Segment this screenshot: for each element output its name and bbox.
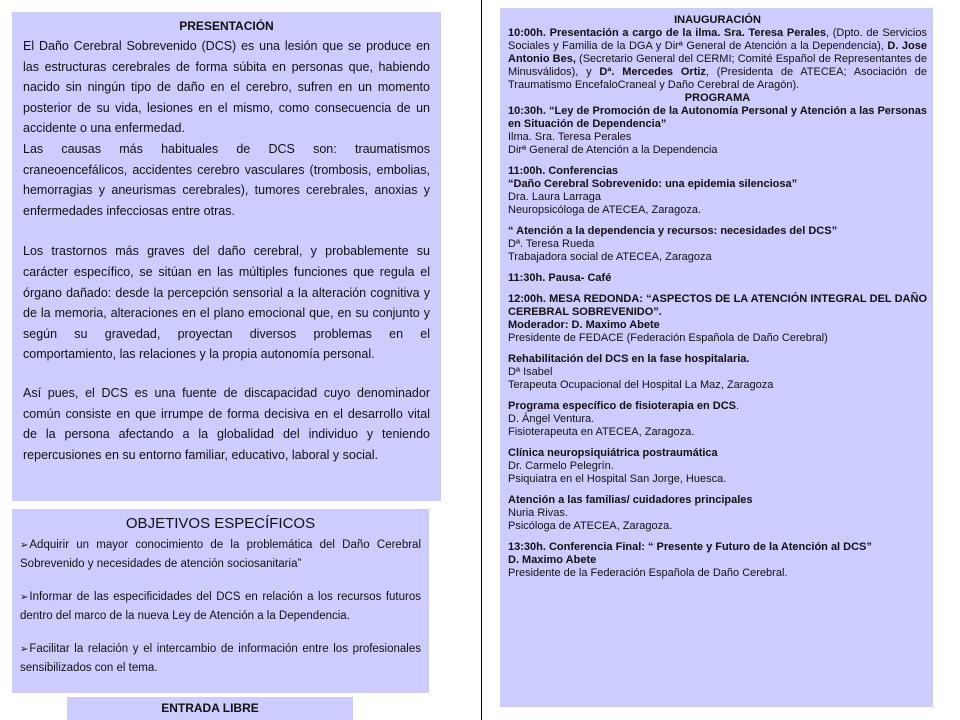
programa-title: PROGRAMA xyxy=(684,92,751,104)
presentacion-paragraph: Así pues, el DCS es una fuente de discapacidad cuyo denominador común consiste en que irrumpe de forma decisiva en el desarrollo vital de la persona afectando a la globalidad del individuo y teniendo repercusiones en su entorno familiar, educativo, laboral y social. xyxy=(23,385,430,462)
arrow-bullet-icon: ➢ xyxy=(20,644,29,655)
objetivo-text: Facilitar la relación y el intercambio de información entre los profesionales sensibilizados con el tema. xyxy=(20,643,421,674)
session-heading: 11:30h. Pausa- Café xyxy=(508,272,612,284)
session-heading: Clínica neuropsiquiátrica postraumática xyxy=(508,447,718,459)
session-speaker: D. Ángel Ventura. xyxy=(508,413,595,425)
session-heading: 11:00h. Conferencias xyxy=(508,165,619,177)
presentacion-paragraph: Los trastornos más graves del daño cerebral, y probablemente su carácter específico, se sitúan en las múltiples funciones que regula el órgano dañado: desde la percepción sensorial a la alteración cognitiva y de la memoria, alteraciones en el plano emocional que, en su conjunto y según su gravedad, proyectan diversos problemas en el comportamiento, las relaciones y la propia autonomía personal. xyxy=(23,244,430,362)
inauguracion-title: INAUGURACIÓN xyxy=(674,14,761,26)
session-heading: Programa específico de fisioterapia en DCS xyxy=(508,400,737,412)
session-heading: Rehabilitación del DCS en la fase hospitalaria. xyxy=(508,353,750,365)
objetivo-item xyxy=(20,640,421,677)
session-heading: 10:30h. “Ley de Promoción de la Autonomía Personal y Atención a las Personas en Situación de Dependencia” xyxy=(508,105,927,130)
objetivo-text: Adquirir un mayor conocimiento de la problemática del Daño Cerebral Sobrevenido y necesidades de atención sociosanitaria” xyxy=(20,539,421,570)
session-speaker: D. Maximo Abete xyxy=(508,554,597,566)
session-speaker: Dra. Laura Larraga xyxy=(508,191,601,203)
entrada-libre-banner: ENTRADA LIBRE xyxy=(67,697,353,720)
inauguracion-part: (Secretario General del CERMI; Comité Español de Representantes de Minusválidos), y xyxy=(508,53,927,78)
session-heading-row xyxy=(508,400,927,413)
session-role: Presidente de FEDACE (Federación Española de Daño Cerebral) xyxy=(508,332,828,344)
session-role: Trabajadora social de ATECEA, Zaragoza xyxy=(508,251,712,263)
inauguracion-text xyxy=(508,27,927,92)
inauguracion-part: , (Dpto. de Servicios Sociales y Familia de la DGA y Dirª General de Atención a la Dependencia), xyxy=(508,27,927,52)
inauguracion-speaker: Dª. Mercedes Ortiz xyxy=(599,66,706,78)
session-heading: 13:30h. Conferencia Final: “ Presente y Futuro de la Atención al DCS” xyxy=(508,541,872,553)
inauguracion-lead: 10:00h. Presentación a cargo de la ilma. Sra. Teresa Perales xyxy=(508,27,827,39)
session-heading: “Daño Cerebral Sobrevenido: una epidemia silenciosa” xyxy=(508,178,798,190)
session-heading: “ Atención a la dependencia y recursos: necesidades del DCS” xyxy=(508,225,838,237)
programa-panel xyxy=(500,8,933,707)
objetivo-item xyxy=(20,588,421,625)
presentacion-paragraph: Las causas más habituales de DCS son: traumatismos craneoencefálicos, accidentes cerebro vasculares (trombosis, embolias, hemorragias y aneurismas cerebrales), tumores cerebrales, anoxias y enfermedades infecciosas entre otras. xyxy=(23,141,430,218)
session-role: Terapeuta Ocupacional del Hospital La Maz, Zaragoza xyxy=(508,379,774,391)
inauguracion-speaker: D. Jose Antonio Bes, xyxy=(508,40,927,65)
session-role: Fisioterapeuta en ATECEA, Zaragoza. xyxy=(508,426,695,438)
session-speaker: Nuria Rivas. xyxy=(508,507,568,519)
session-speaker: Dª Isabel xyxy=(508,366,553,378)
session-role: Neuropsicóloga de ATECEA, Zaragoza. xyxy=(508,204,702,216)
fold-divider xyxy=(481,0,482,720)
presentacion-paragraph: El Daño Cerebral Sobrevenido (DCS) es una lesión que se produce en las estructuras cerebrales de forma súbita en personas que, habiendo nacido sin ningún tipo de daño en el cerebro, sufren en un momento posterior de su vida, lesiones en el mismo, como consecuencia de un accidente o una enfermedad. xyxy=(23,39,430,136)
objetivo-item xyxy=(20,536,421,573)
session-moderator: Moderador: D. Maximo Abete xyxy=(508,319,660,331)
objetivos-title: OBJETIVOS ESPECÍFICOS xyxy=(125,515,316,532)
session-role: Presidente de la Federación Española de Daño Cerebral. xyxy=(508,567,788,579)
session-role: Psicóloga de ATECEA, Zaragoza. xyxy=(508,520,673,532)
arrow-bullet-icon: ➢ xyxy=(20,592,29,603)
session-speaker: Ilma. Sra. Teresa Perales xyxy=(508,131,632,143)
presentacion-panel xyxy=(12,12,441,501)
presentacion-body xyxy=(23,36,430,465)
objetivo-text: Informar de las especificidades del DCS en relación a los recursos futuros dentro del marco de la nueva Ley de Atención a la Dependencia. xyxy=(20,591,421,622)
session-heading-dot: . xyxy=(736,400,740,412)
objetivos-panel xyxy=(12,509,429,693)
arrow-bullet-icon: ➢ xyxy=(20,540,29,551)
session-role: Psiquiatra en el Hospital San Jorge, Huesca. xyxy=(508,473,727,485)
session-heading: Atención a las familias/ cuidadores principales xyxy=(508,494,753,506)
inauguracion-part: , (Presidenta de ATECEA; Asociación de Traumatismo EncefaloCraneal y Daño Cerebral de Aragón). xyxy=(508,66,927,91)
session-role: Dirª General de Atención a la Dependencia xyxy=(508,144,718,156)
session-speaker: Dr. Carmelo Pelegrín. xyxy=(508,460,614,472)
presentacion-title: PRESENTACIÓN xyxy=(179,19,274,33)
session-heading: 12:00h. MESA REDONDA: “ASPECTOS DE LA ATENCIÓN INTEGRAL DEL DAÑO CEREBRAL SOBREVENIDO”. xyxy=(508,293,927,318)
session-speaker: Dª. Teresa Rueda xyxy=(508,238,595,250)
